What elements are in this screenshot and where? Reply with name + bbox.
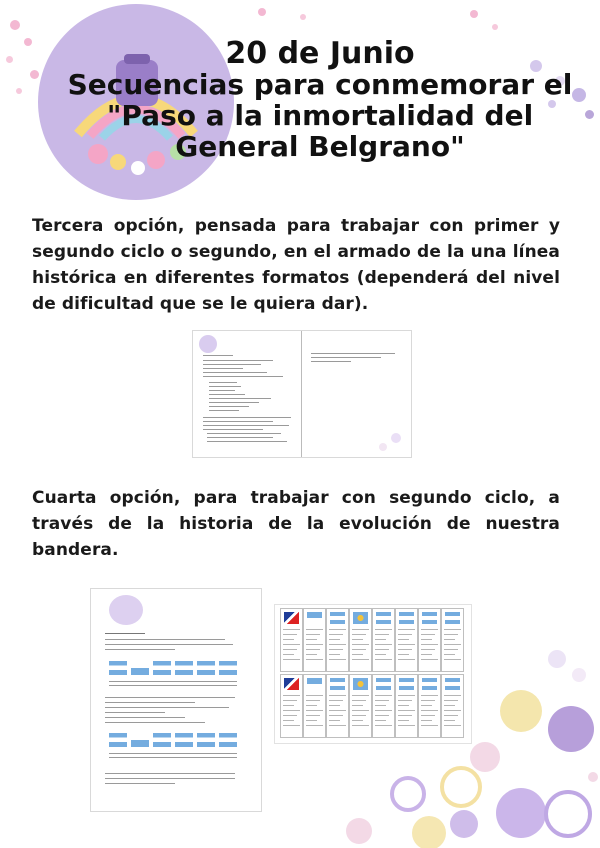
decor-ring [390,776,426,812]
text-line [306,725,323,726]
text-line [352,700,366,701]
text-line [444,725,461,726]
text-line [375,725,392,726]
text-line [283,695,300,696]
text-line [109,753,237,754]
text-line [444,705,455,706]
text-line [311,353,395,354]
text-line [306,659,323,660]
text-line [329,649,343,650]
text-line [421,634,435,635]
text-line [444,634,458,635]
text-line [283,659,300,660]
text-line [352,695,369,696]
flag-icon [175,661,193,675]
text-line [207,433,281,434]
decor-circle [346,818,372,844]
text-line [329,634,343,635]
flag-icon [284,612,299,624]
text-line [329,725,346,726]
text-line [398,659,415,660]
decor-circle [496,788,546,838]
text-line [203,376,283,377]
text-line [421,639,432,640]
text-line [203,372,267,373]
decor-dot [300,14,306,20]
text-line [283,634,297,635]
text-line [421,649,435,650]
text-line [352,715,366,716]
flag-icon [399,678,414,690]
text-line [203,360,273,361]
text-line [375,639,386,640]
text-line [421,629,438,630]
text-line [203,421,273,422]
text-line [283,705,294,706]
text-line [375,705,386,706]
text-line [421,725,438,726]
flag-icon [422,612,437,624]
flag-icon [445,612,460,624]
flag-card [441,608,464,672]
text-line [352,654,363,655]
decor-dot [10,20,20,30]
text-line [375,654,386,655]
text-line [283,644,300,645]
text-line [105,697,235,698]
text-line [398,649,412,650]
text-line [329,715,343,716]
flag-icon [109,661,127,675]
text-line [398,695,415,696]
text-line [209,398,271,399]
text-line [283,700,297,701]
text-line [398,705,409,706]
flag-icon [445,678,460,690]
flag-card [280,608,303,672]
text-line [105,712,165,713]
text-line [352,649,366,650]
text-line [203,364,261,365]
text-line [209,386,241,387]
text-line [444,629,461,630]
flag-icon [197,733,215,747]
text-line [375,720,386,721]
flag-icon [330,678,345,690]
text-line [105,633,145,634]
flag-icon [131,733,149,747]
text-line [109,685,237,686]
text-line [398,634,412,635]
flag-icon [153,661,171,675]
flag-card [395,674,418,738]
text-line [398,700,412,701]
text-line [398,644,415,645]
text-line [421,700,435,701]
text-line [209,410,239,411]
text-line [352,659,369,660]
text-line [105,644,233,645]
text-line [306,654,317,655]
text-line [375,649,389,650]
flag-card [418,674,441,738]
text-line [329,629,346,630]
flag-evolution-document-thumbnail [90,588,262,812]
flag-icon [284,678,299,690]
text-line [105,639,225,640]
title-line-3: General Belgrano" [175,130,465,163]
decor-circle [470,742,500,772]
text-line [352,634,366,635]
flag-icon [422,678,437,690]
title-date: 20 de Junio [225,36,415,71]
decor-ring [440,766,482,808]
text-line [283,720,294,721]
text-line [311,357,381,358]
page-divider [301,331,302,457]
flag-card [349,674,372,738]
flag-icon [307,678,322,690]
text-line [203,429,263,430]
text-line [203,368,243,369]
text-line [444,700,458,701]
text-line [306,715,320,716]
text-line [306,644,323,645]
text-line [203,425,289,426]
flag-cards-grid [280,608,466,738]
text-line [421,644,438,645]
decor-dot [548,650,566,668]
flag-card [326,608,349,672]
flag-card [303,608,326,672]
text-line [109,681,237,682]
decor-dot [391,433,401,443]
text-line [105,778,235,779]
text-line [398,629,415,630]
flag-icon [197,661,215,675]
text-line [105,717,185,718]
decor-dot [492,24,498,30]
flag-icon [175,733,193,747]
flag-card [349,608,372,672]
text-line [398,725,415,726]
text-line [105,773,235,774]
decor-dot [258,8,266,16]
text-line [444,654,455,655]
text-line [444,710,461,711]
text-line [283,649,297,650]
decor-dot [379,443,387,451]
text-line [375,644,392,645]
text-line [209,390,235,391]
flag-icon [307,612,322,624]
text-line [306,629,323,630]
text-line [444,649,458,650]
flag-icon [219,733,237,747]
flag-icon [376,612,391,624]
text-line [105,702,195,703]
text-line [283,639,294,640]
flag-icon [153,733,171,747]
text-line [444,659,461,660]
page-title [40,38,600,162]
text-line [375,634,389,635]
thumbnail-logo [109,595,143,625]
decor-dot [572,668,586,682]
text-line [329,720,340,721]
decor-dot [470,10,478,18]
text-line [329,659,346,660]
flag-icon [219,661,237,675]
text-line [375,700,389,701]
text-line [398,720,409,721]
text-line [207,441,287,442]
text-line [209,406,249,407]
text-line [421,705,432,706]
text-line [306,705,317,706]
text-line [421,659,438,660]
text-line [109,757,237,758]
flag-icon [376,678,391,690]
flag-card [441,674,464,738]
text-line [329,644,346,645]
text-line [375,659,392,660]
text-line [306,634,320,635]
text-line [329,710,346,711]
text-line [306,649,320,650]
text-line [421,720,432,721]
text-line [105,783,175,784]
text-line [421,715,435,716]
text-line [283,710,300,711]
flag-card [372,608,395,672]
title-line-2: "Paso a la inmortalidad del [106,99,534,132]
decor-circle [548,706,594,752]
decor-circle [450,810,478,838]
flag-card [326,674,349,738]
flag-icon [330,612,345,624]
decor-dot [6,56,13,63]
flag-icon [131,661,149,675]
text-line [375,695,392,696]
text-line [306,710,323,711]
text-line [306,695,323,696]
text-line [283,654,294,655]
thumbnail-logo [199,335,217,353]
text-line [329,700,343,701]
text-line [283,715,297,716]
text-line [375,715,389,716]
text-line [203,355,233,356]
flag-icon [109,733,127,747]
flag-card [372,674,395,738]
text-line [444,644,461,645]
text-line [209,402,259,403]
text-line [352,629,369,630]
text-line [375,710,392,711]
text-line [209,382,237,383]
text-line [209,394,245,395]
text-line [207,437,273,438]
text-line [105,722,205,723]
text-line [352,644,369,645]
text-line [306,700,320,701]
decor-ring [544,790,592,838]
text-line [352,639,363,640]
text-line [352,710,369,711]
decor-dot [588,772,598,782]
text-line [105,649,175,650]
flag-icon [399,612,414,624]
text-line [105,707,229,708]
timeline-document-thumbnail [192,330,412,458]
text-line [444,720,455,721]
decor-circle [500,690,542,732]
text-line [329,654,340,655]
text-line [398,715,412,716]
flag-card [303,674,326,738]
third-option-paragraph: Tercera opción, pensada para trabajar con primer y segundo ciclo o segundo, en el armado de la una línea histórica en diferentes formatos (dependerá del nivel de dificultad que se le quiera dar). [32,216,560,314]
text-line [203,417,291,418]
text-line [329,695,346,696]
fourth-option-paragraph: Cuarta opción, para trabajar con segundo ciclo, a través de la historia de la evolución de nuestra bandera. [32,488,560,560]
text-line [352,720,363,721]
text-line [329,639,340,640]
text-line [398,654,409,655]
text-line [306,639,317,640]
text-line [398,639,409,640]
flag-card [395,608,418,672]
text-line [444,715,458,716]
text-line [398,710,415,711]
text-line [444,695,461,696]
decor-circle [412,816,446,848]
text-line [352,725,369,726]
text-line [311,361,351,362]
text-line [421,710,438,711]
flag-icon [353,612,368,624]
text-line [444,639,455,640]
title-line-1: Secuencias para conmemorar el [67,68,573,101]
flag-card [418,608,441,672]
text-line [421,695,438,696]
flag-icon [353,678,368,690]
text-line [421,654,432,655]
decor-dot [30,70,39,79]
text-line [306,720,317,721]
text-line [329,705,340,706]
decor-dot [24,38,32,46]
text-line [283,629,300,630]
text-line [375,629,392,630]
flag-card [280,674,303,738]
text-line [283,725,300,726]
decor-dot [16,88,22,94]
text-line [352,705,363,706]
